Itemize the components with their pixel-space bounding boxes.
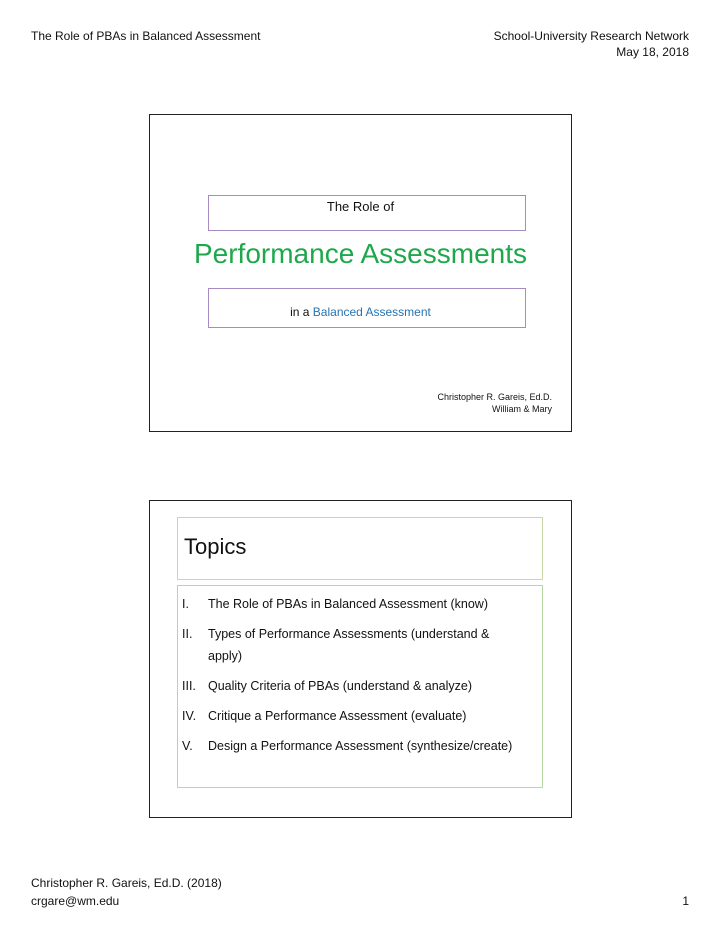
- list-item: [182, 705, 522, 727]
- slide-main-title: Performance Assessments: [193, 238, 528, 269]
- footer-email: crgare@wm.edu: [31, 894, 120, 908]
- list-item: [182, 675, 522, 697]
- topics-list: [182, 593, 522, 757]
- header-network: School-University Research Network: [493, 29, 689, 43]
- slide-subtitle-top: The Role of: [326, 199, 395, 214]
- list-item-number: II.: [182, 627, 193, 641]
- header-meta: [494, 28, 689, 60]
- list-item-number: IV.: [182, 709, 197, 723]
- footer-author-name: Christopher R. Gareis, Ed.D. (2018): [31, 876, 222, 890]
- slide-author: [437, 391, 552, 415]
- list-item-number: I.: [182, 597, 189, 611]
- slide-title: [149, 114, 572, 432]
- list-item: [182, 593, 522, 615]
- list-item: [182, 623, 522, 667]
- slide-subtitle-bottom: [150, 305, 571, 319]
- list-item-text: Critique a Performance Assessment (evaluate): [208, 709, 467, 723]
- list-item: [182, 735, 522, 757]
- topics-title: Topics: [184, 534, 247, 559]
- slide-topics: [149, 500, 572, 818]
- list-item-text: The Role of PBAs in Balanced Assessment (know): [208, 597, 488, 611]
- subtitle-prefix: in a: [290, 305, 313, 319]
- list-item-text: Types of Performance Assessments (understand & apply): [208, 627, 490, 663]
- author-institution: William & Mary: [492, 404, 552, 414]
- list-item-text: Quality Criteria of PBAs (understand & analyze): [208, 679, 473, 693]
- list-item-number: V.: [182, 739, 193, 753]
- list-item-text: Design a Performance Assessment (synthesize/create): [208, 739, 513, 753]
- page-number: 1: [682, 894, 689, 908]
- subtitle-accent: Balanced Assessment: [312, 305, 431, 319]
- list-item-number: III.: [182, 679, 196, 693]
- footer-author: [31, 874, 222, 910]
- header-title: The Role of PBAs in Balanced Assessment: [31, 29, 261, 43]
- header-date: May 18, 2018: [616, 45, 689, 59]
- author-name: Christopher R. Gareis, Ed.D.: [437, 392, 552, 402]
